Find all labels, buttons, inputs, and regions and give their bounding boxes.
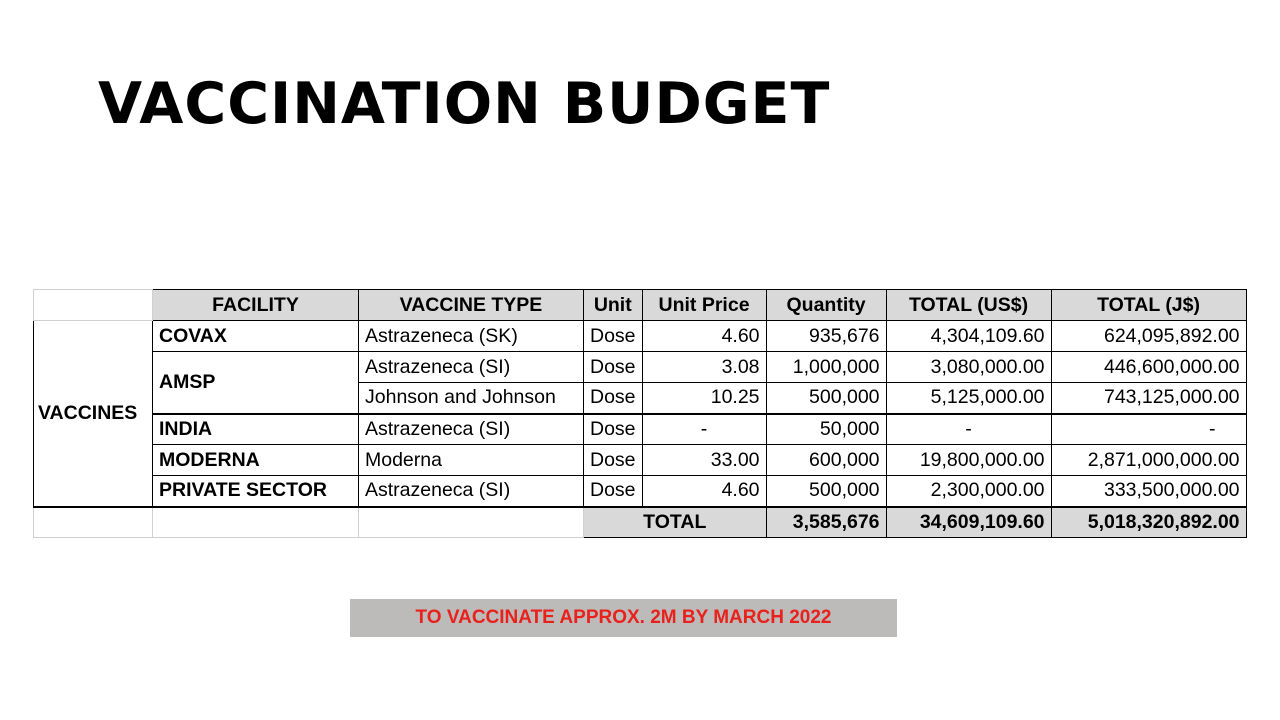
total-jmd-cell: 2,871,000,000.00	[1051, 445, 1246, 476]
col-header-total-usd: TOTAL (US$)	[886, 290, 1051, 321]
group-label-vaccines: VACCINES	[34, 321, 153, 507]
total-usd-cell: 2,300,000.00	[886, 476, 1051, 507]
total-jmd-cell: 333,500,000.00	[1051, 476, 1246, 507]
quantity-cell: 500,000	[766, 476, 886, 507]
corner-cell	[34, 290, 153, 321]
unit-cell: Dose	[584, 476, 643, 507]
unit-cell: Dose	[584, 352, 643, 383]
total-jmd-cell: 743,125,000.00	[1051, 383, 1246, 414]
total-quantity: 3,585,676	[766, 507, 886, 538]
vaccine-cell: Moderna	[359, 445, 584, 476]
quantity-cell: 1,000,000	[766, 352, 886, 383]
empty-cell	[359, 507, 584, 538]
facility-cell: AMSP	[153, 352, 359, 414]
total-jmd-cell: -	[1051, 414, 1246, 445]
vaccine-cell: Astrazeneca (SI)	[359, 352, 584, 383]
facility-cell: INDIA	[153, 414, 359, 445]
facility-cell: COVAX	[153, 321, 359, 352]
total-usd-cell: -	[886, 414, 1051, 445]
total-usd-cell: 3,080,000.00	[886, 352, 1051, 383]
col-header-unit-price: Unit Price	[642, 290, 766, 321]
col-header-unit: Unit	[584, 290, 643, 321]
vaccine-cell: Johnson and Johnson	[359, 383, 584, 414]
quantity-cell: 50,000	[766, 414, 886, 445]
col-header-total-jmd: TOTAL (J$)	[1051, 290, 1246, 321]
vaccine-cell: Astrazeneca (SI)	[359, 414, 584, 445]
quantity-cell: 600,000	[766, 445, 886, 476]
quantity-cell: 500,000	[766, 383, 886, 414]
unit-cell: Dose	[584, 414, 643, 445]
vaccination-target-banner: TO VACCINATE APPROX. 2M BY MARCH 2022	[350, 599, 897, 637]
grand-total-jmd: 5,018,320,892.00	[1051, 507, 1246, 538]
empty-cell	[153, 507, 359, 538]
unit-cell: Dose	[584, 383, 643, 414]
table-row	[34, 352, 1247, 383]
total-usd-cell: 19,800,000.00	[886, 445, 1051, 476]
table-row	[34, 414, 1247, 445]
unit-price-cell: 4.60	[642, 476, 766, 507]
total-jmd-cell: 624,095,892.00	[1051, 321, 1246, 352]
unit-price-cell: -	[642, 414, 766, 445]
facility-cell: PRIVATE SECTOR	[153, 476, 359, 507]
col-header-vaccine-type: VACCINE TYPE	[359, 290, 584, 321]
table-row	[34, 321, 1247, 352]
unit-cell: Dose	[584, 445, 643, 476]
grand-total-usd: 34,609,109.60	[886, 507, 1051, 538]
page-title: VACCINATION BUDGET	[98, 71, 831, 137]
col-header-facility: FACILITY	[153, 290, 359, 321]
unit-price-cell: 3.08	[642, 352, 766, 383]
budget-table	[33, 289, 1247, 538]
unit-price-cell: 10.25	[642, 383, 766, 414]
total-row	[34, 507, 1247, 538]
header-row	[34, 290, 1247, 321]
unit-price-cell: 33.00	[642, 445, 766, 476]
total-jmd-cell: 446,600,000.00	[1051, 352, 1246, 383]
total-usd-cell: 4,304,109.60	[886, 321, 1051, 352]
empty-cell	[34, 507, 153, 538]
total-label: TOTAL	[584, 507, 767, 538]
unit-cell: Dose	[584, 321, 643, 352]
facility-cell: MODERNA	[153, 445, 359, 476]
table-row	[34, 476, 1247, 507]
table-row	[34, 445, 1247, 476]
unit-price-cell: 4.60	[642, 321, 766, 352]
quantity-cell: 935,676	[766, 321, 886, 352]
vaccine-cell: Astrazeneca (SK)	[359, 321, 584, 352]
total-usd-cell: 5,125,000.00	[886, 383, 1051, 414]
col-header-quantity: Quantity	[766, 290, 886, 321]
vaccine-cell: Astrazeneca (SI)	[359, 476, 584, 507]
